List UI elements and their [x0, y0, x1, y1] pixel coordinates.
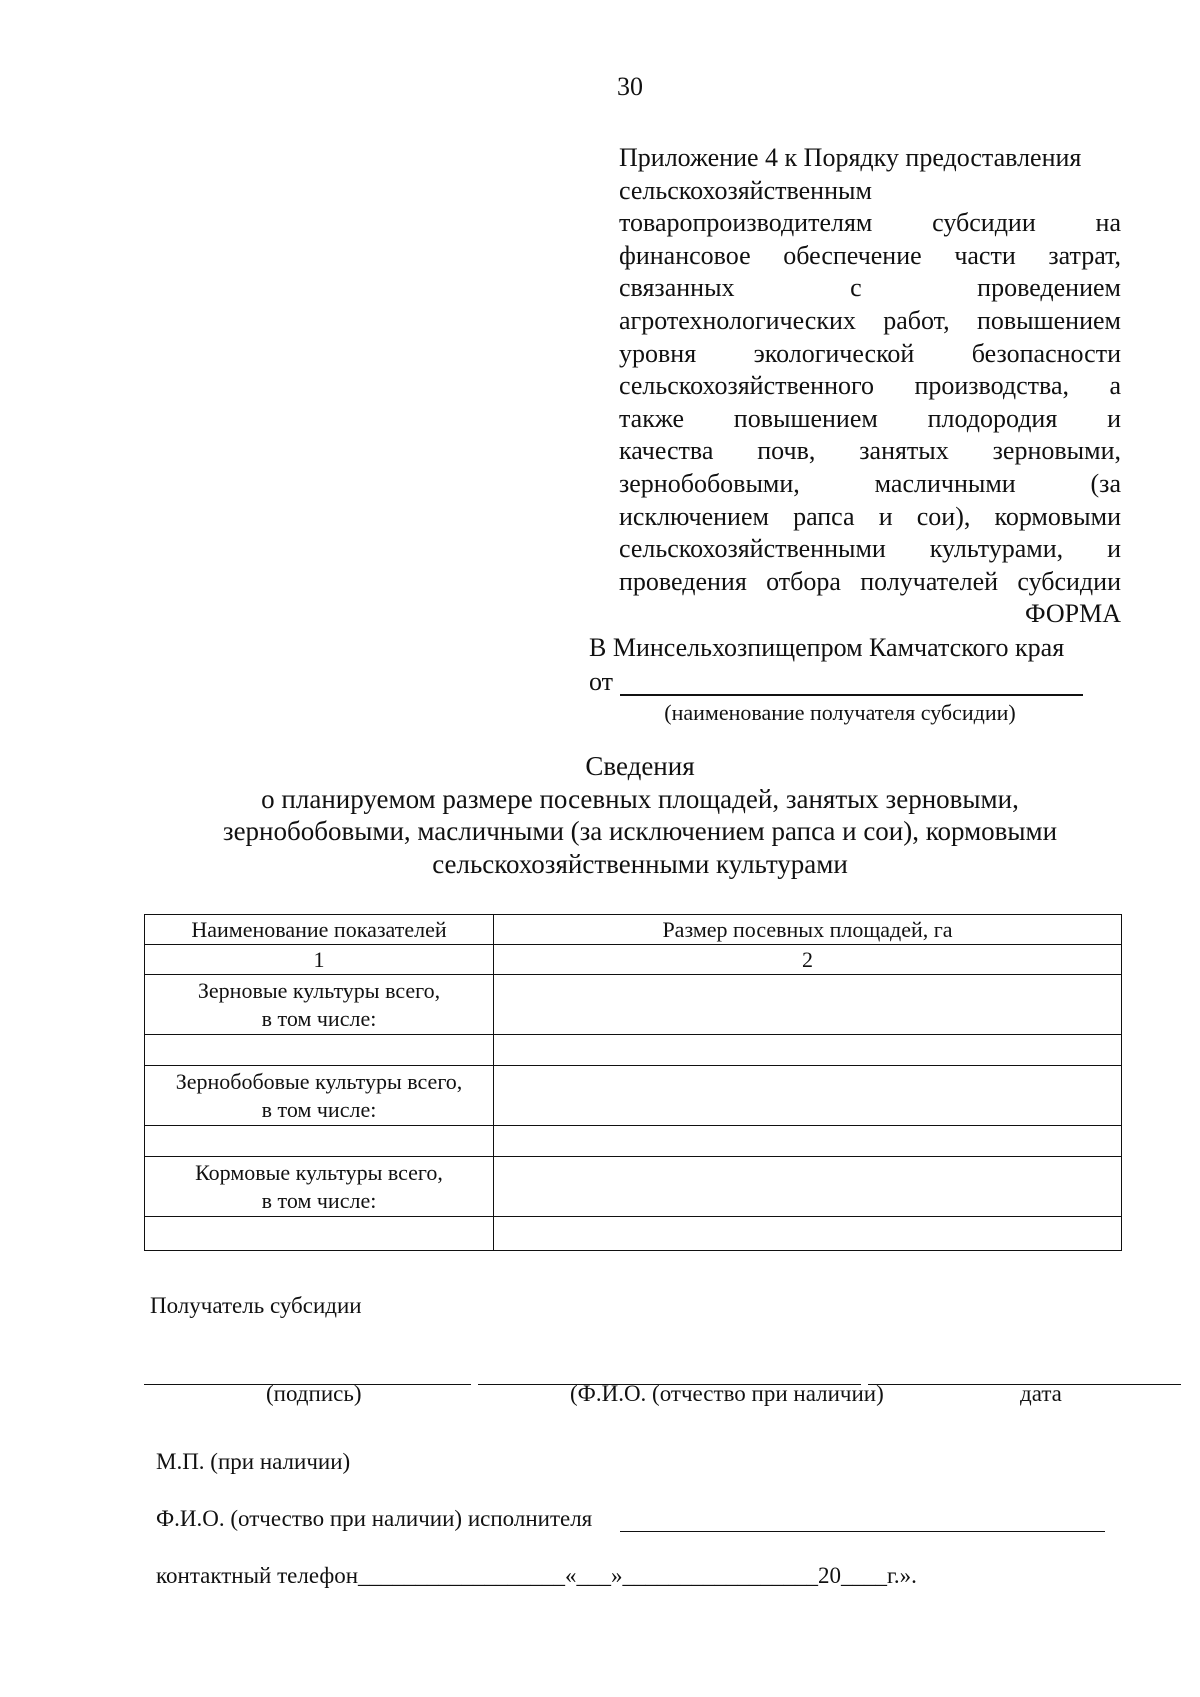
indicator-label: Зернобобовые культуры всего,	[175, 1068, 463, 1094]
indicator-cell	[145, 1157, 494, 1217]
stamp-place: М.П. (при наличии)	[156, 1449, 351, 1474]
table-row	[145, 1157, 1122, 1217]
table-row	[145, 1126, 1122, 1157]
contact-phone-date-line[interactable]: контактный телефон__________________«___»_________________20____г.».	[156, 1563, 917, 1588]
recipient-name-caption: (наименование получателя субсидии)	[664, 700, 1016, 725]
indicator-cell	[145, 975, 494, 1035]
appendix-line: качества почв, занятых зерновыми,	[619, 436, 1121, 466]
area-value-cell[interactable]	[494, 975, 1122, 1035]
appendix-line: также повышением плодородия и	[619, 403, 1121, 433]
appendix-line: финансовое обеспечение части затрат,	[619, 240, 1121, 270]
appendix-line: сельскохозяйственного производства, а	[619, 371, 1121, 401]
appendix-line: зернобобовыми, масличными (за	[619, 468, 1121, 498]
title-line: о планируемом размере посевных площадей, занятых зерновыми,	[261, 783, 1019, 814]
sub-indicator-cell[interactable]	[145, 1035, 494, 1066]
indicator-cell	[145, 1066, 494, 1126]
form-label: ФОРМА	[1025, 599, 1121, 628]
indicator-sublabel: в том числе:	[261, 1187, 377, 1213]
indicator-sublabel: в том числе:	[261, 1005, 377, 1031]
addressee-from-label: от	[589, 667, 614, 696]
table-row	[145, 1217, 1122, 1251]
sub-indicator-cell[interactable]	[145, 1217, 494, 1251]
column-header-indicator: Наименование показателей	[145, 915, 494, 945]
title-line: зернобобовыми, масличными (за исключением рапса и сои), кормовыми	[222, 816, 1058, 846]
indicator-sublabel: в том числе:	[261, 1096, 377, 1122]
executor-label: Ф.И.О. (отчество при наличии) исполнителя	[156, 1506, 593, 1531]
full-name-caption: (Ф.И.О. (отчество при наличии)	[570, 1381, 884, 1406]
table-row	[145, 1035, 1122, 1066]
area-value-cell[interactable]	[494, 1066, 1122, 1126]
appendix-line: проведения отбора получателей субсидии	[619, 566, 1121, 596]
table-row	[145, 975, 1122, 1035]
page-number: 30	[617, 72, 643, 101]
column-header-area: Размер посевных площадей, га	[494, 915, 1122, 945]
table-row	[145, 1066, 1122, 1126]
appendix-line: сельскохозяйственными культурами, и	[619, 534, 1121, 564]
executor-name-field[interactable]	[620, 1531, 1105, 1532]
area-value-cell[interactable]	[494, 1035, 1122, 1066]
title-heading: Сведения	[585, 751, 695, 781]
appendix-line: агротехнологических работ, повышением	[619, 305, 1121, 335]
document-title	[140, 750, 1140, 880]
appendix-reference	[619, 142, 1121, 598]
addressee-to: В Минсельхозпищепром Камчатского края	[589, 633, 1065, 662]
appendix-line: исключением рапса и сои), кормовыми	[619, 501, 1121, 531]
recipient-label: Получатель субсидии	[150, 1293, 362, 1318]
appendix-line: сельскохозяйственным	[619, 175, 872, 205]
sub-indicator-cell[interactable]	[145, 1126, 494, 1157]
indicator-label: Кормовые культуры всего,	[195, 1159, 443, 1185]
area-value-cell[interactable]	[494, 1217, 1122, 1251]
appendix-line: уровня экологической безопасности	[619, 338, 1121, 368]
indicator-label: Зерновые культуры всего,	[197, 977, 441, 1003]
title-line: сельскохозяйственными культурами	[432, 848, 848, 879]
column-number: 2	[494, 945, 1122, 975]
appendix-line: связанных с проведением	[619, 273, 1121, 303]
recipient-name-field[interactable]	[620, 694, 1083, 696]
table-header-row	[145, 915, 1122, 945]
column-number: 1	[145, 945, 494, 975]
appendix-line: товаропроизводителям субсидии на	[619, 208, 1121, 238]
table-column-number-row	[145, 945, 1122, 975]
area-value-cell[interactable]	[494, 1126, 1122, 1157]
signature-caption: (подпись)	[266, 1381, 362, 1406]
area-value-cell[interactable]	[494, 1157, 1122, 1217]
date-caption: дата	[1020, 1381, 1062, 1406]
crop-area-table	[144, 914, 1122, 1251]
appendix-line: Приложение 4 к Порядку предоставления	[619, 143, 1082, 172]
